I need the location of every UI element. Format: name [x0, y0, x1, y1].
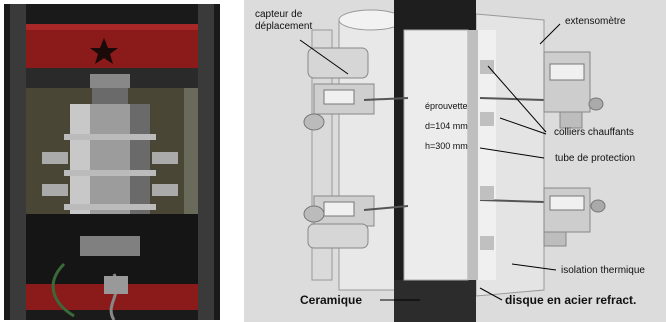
specimen-name: éprouvette: [425, 101, 468, 111]
label-colliers: colliers chauffants: [554, 127, 634, 138]
specimen-label: [425, 91, 468, 161]
label-ceramique: Ceramique: [300, 293, 363, 307]
specimen-height: h=300 mm: [425, 141, 468, 151]
specimen-diameter: d=104 mm: [425, 121, 468, 131]
test-machine-photo: [4, 4, 220, 320]
label-extensometre: extensomètre: [565, 16, 626, 27]
label-tube: tube de protection: [555, 153, 636, 164]
label-disque: disque en acier refract.: [505, 293, 637, 307]
label-capteur: capteur de déplacement: [255, 9, 313, 32]
label-isolation: isolation thermique: [561, 265, 645, 276]
